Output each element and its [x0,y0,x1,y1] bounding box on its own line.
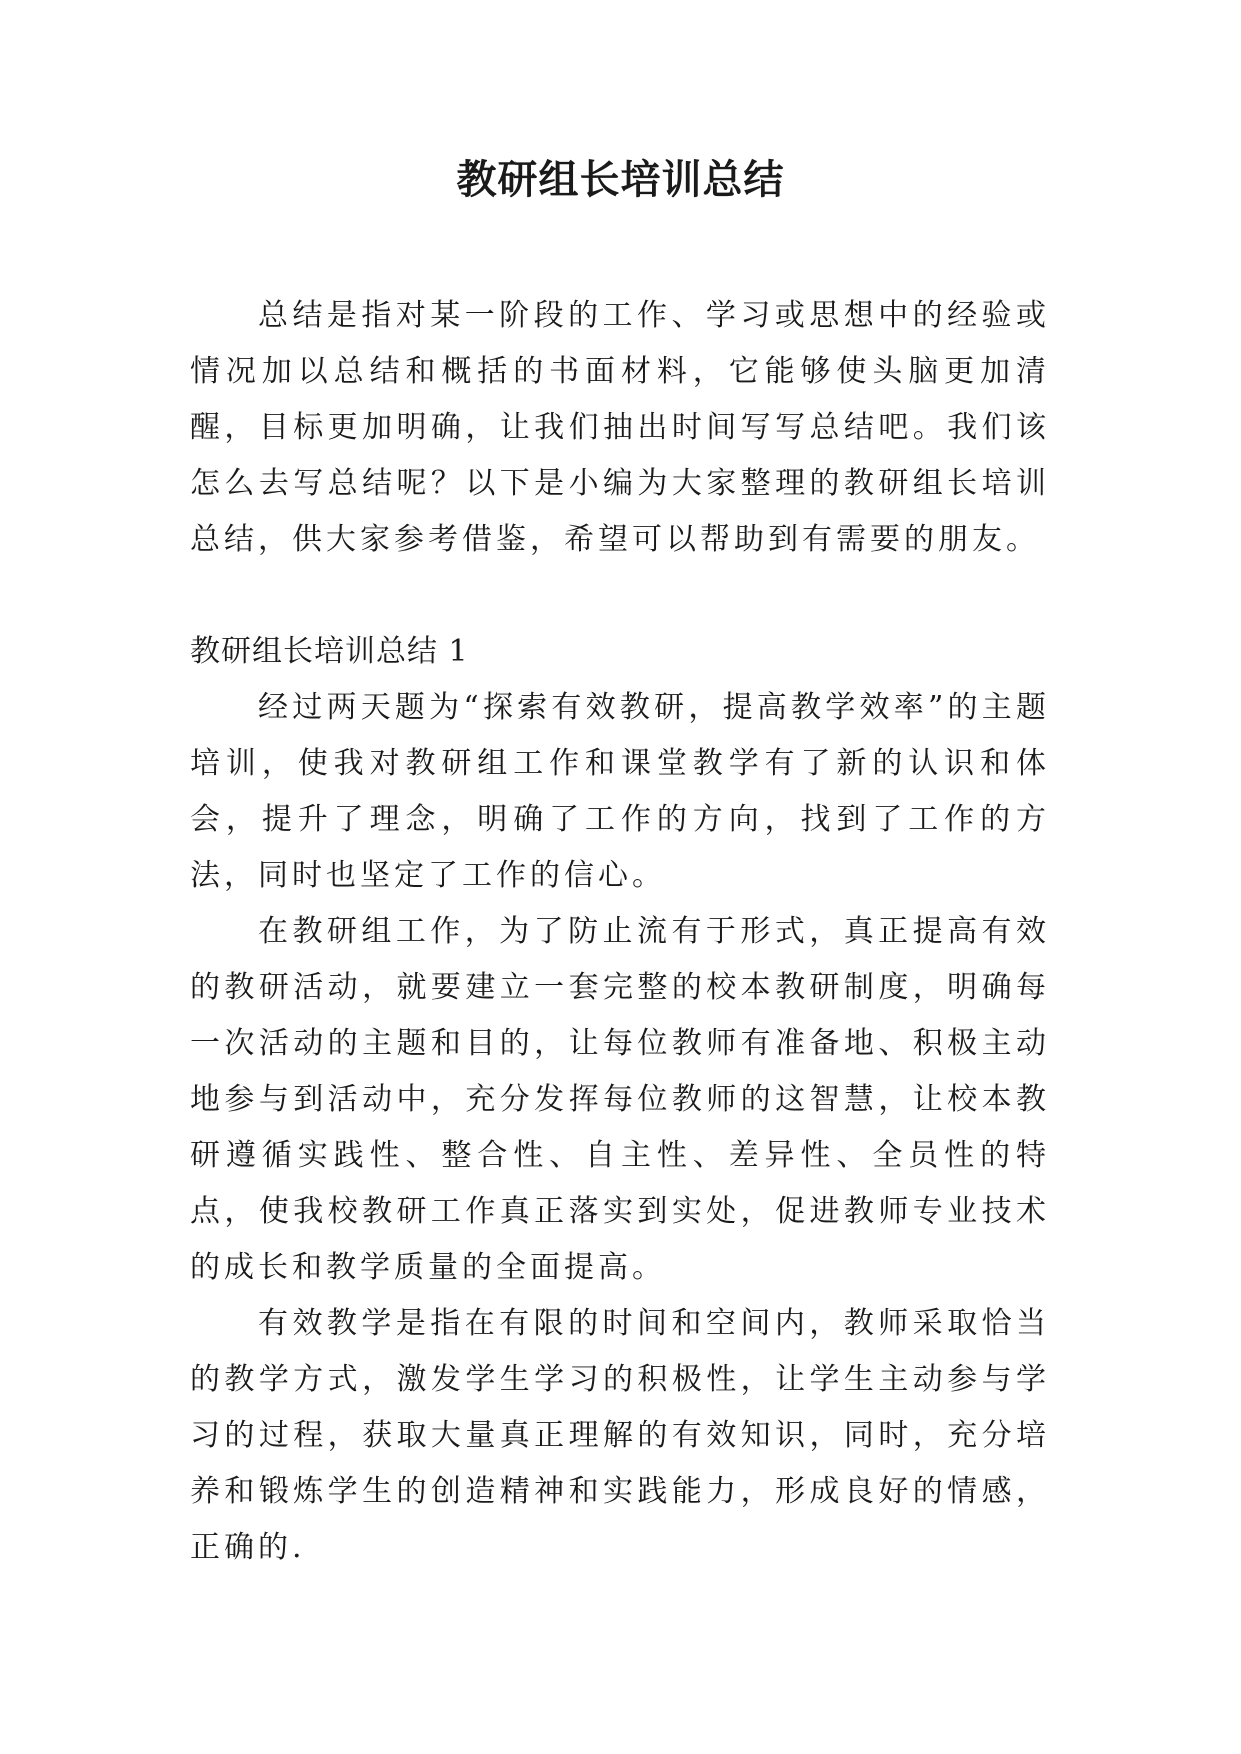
document-title: 教研组长培训总结 [456,156,785,203]
document-body [190,288,1050,1576]
body-paragraph-1: 经过两天题为“探索有效教研，提高教学效率”的主题培训，使我对教研组工作和课堂教学有了新的认识和体会，提升了理念，明确了工作的方向，找到了工作的方法，同时也坚定了工作的信心。 [190,690,1050,893]
body-paragraph-3: 有效教学是指在有限的时间和空间内，教师采取恰当的教学方式，激发学生学习的积极性，让学生主动参与学习的过程，获取大量真正理解的有效知识，同时，充分培养和锻炼学生的创造精神和实践能力，形成良好的情感，正确的. [190,1306,1050,1565]
body-paragraph-2: 在教研组工作，为了防止流有于形式，真正提高有效的教研活动，就要建立一套完整的校本教研制度，明确每一次活动的主题和目的，让每位教师有准备地、积极主动地参与到活动中，充分发挥每位教师的这智慧，让校本教研遵循实践性、整合性、自主性、差异性、全员性的特点，使我校教研工作真正落实到实处，促进教师专业技术的成长和教学质量的全面提高。 [190,914,1050,1285]
intro-paragraph: 总结是指对某一阶段的工作、学习或思想中的经验或情况加以总结和概括的书面材料，它能够使头脑更加清醒，目标更加明确，让我们抽出时间写写总结吧。我们该怎么去写总结呢？以下是小编为大家整理的教研组长培训总结，供大家参考借鉴，希望可以帮助到有需要的朋友。 [190,298,1050,557]
section-heading: 教研组长培训总结 1 [190,634,469,669]
